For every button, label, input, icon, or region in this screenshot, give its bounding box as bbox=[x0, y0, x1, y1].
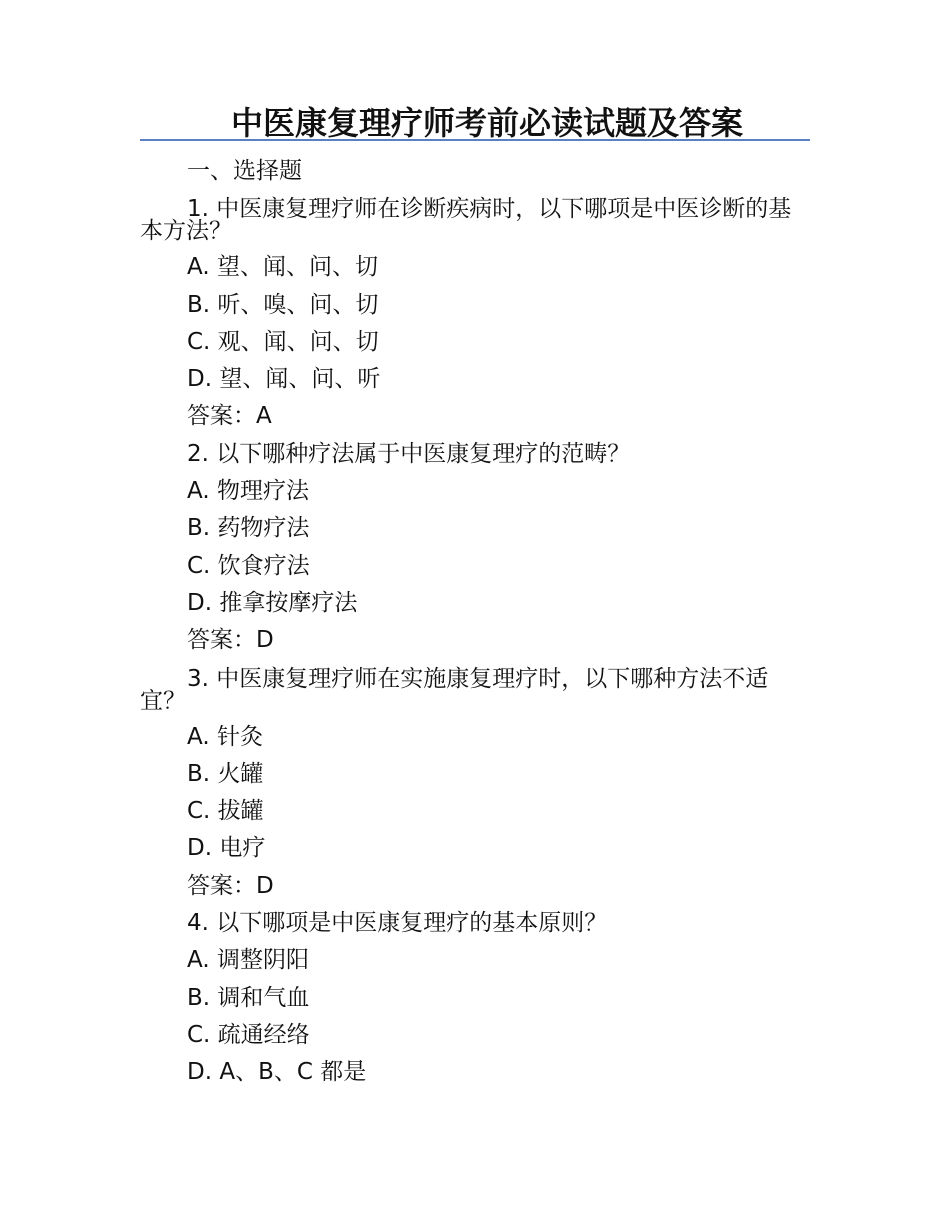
question-stem: 3. 中医康复理疗师在实施康复理疗时，以下哪种方法不适宜？ bbox=[140, 665, 769, 714]
option-item: B. 听、嗅、问、切 bbox=[187, 291, 379, 318]
question-stem: 2. 以下哪种疗法属于中医康复理疗的范畴？ bbox=[187, 440, 631, 467]
option-item: C. 疏通经络 bbox=[187, 1021, 310, 1048]
question-stem: 1. 中医康复理疗师在诊断疾病时，以下哪项是中医诊断的基本方法？ bbox=[140, 196, 792, 245]
option-item: D. 推拿按摩疗法 bbox=[187, 589, 358, 616]
title-underline bbox=[140, 139, 810, 141]
option-item: C. 饮食疗法 bbox=[187, 552, 310, 579]
option-item: B. 火罐 bbox=[187, 760, 264, 787]
section-heading: 一、选择题 bbox=[187, 158, 302, 184]
page-title: 中医康复理疗师考前必读试题及答案 bbox=[230, 104, 743, 142]
answer-line: 答案：D bbox=[187, 872, 274, 899]
option-item: B. 调和气血 bbox=[187, 984, 310, 1011]
question-stem: 4. 以下哪项是中医康复理疗的基本原则？ bbox=[187, 910, 608, 937]
option-item: A. 物理疗法 bbox=[187, 478, 309, 505]
option-item: A. 调整阴阳 bbox=[187, 947, 309, 974]
option-item: B. 药物疗法 bbox=[187, 515, 310, 542]
option-item: D. A、B、C 都是 bbox=[187, 1059, 367, 1086]
option-item: A. 望、闻、问、切 bbox=[187, 254, 378, 281]
option-item: C. 观、闻、问、切 bbox=[187, 328, 379, 355]
option-item: A. 针灸 bbox=[187, 723, 263, 750]
option-item: D. 望、闻、问、听 bbox=[187, 366, 381, 393]
document-body bbox=[140, 153, 810, 1092]
answer-line: 答案：A bbox=[187, 403, 272, 430]
answer-line: 答案：D bbox=[187, 627, 274, 654]
option-item: D. 电疗 bbox=[187, 835, 266, 862]
option-item: C. 拔罐 bbox=[187, 798, 264, 825]
